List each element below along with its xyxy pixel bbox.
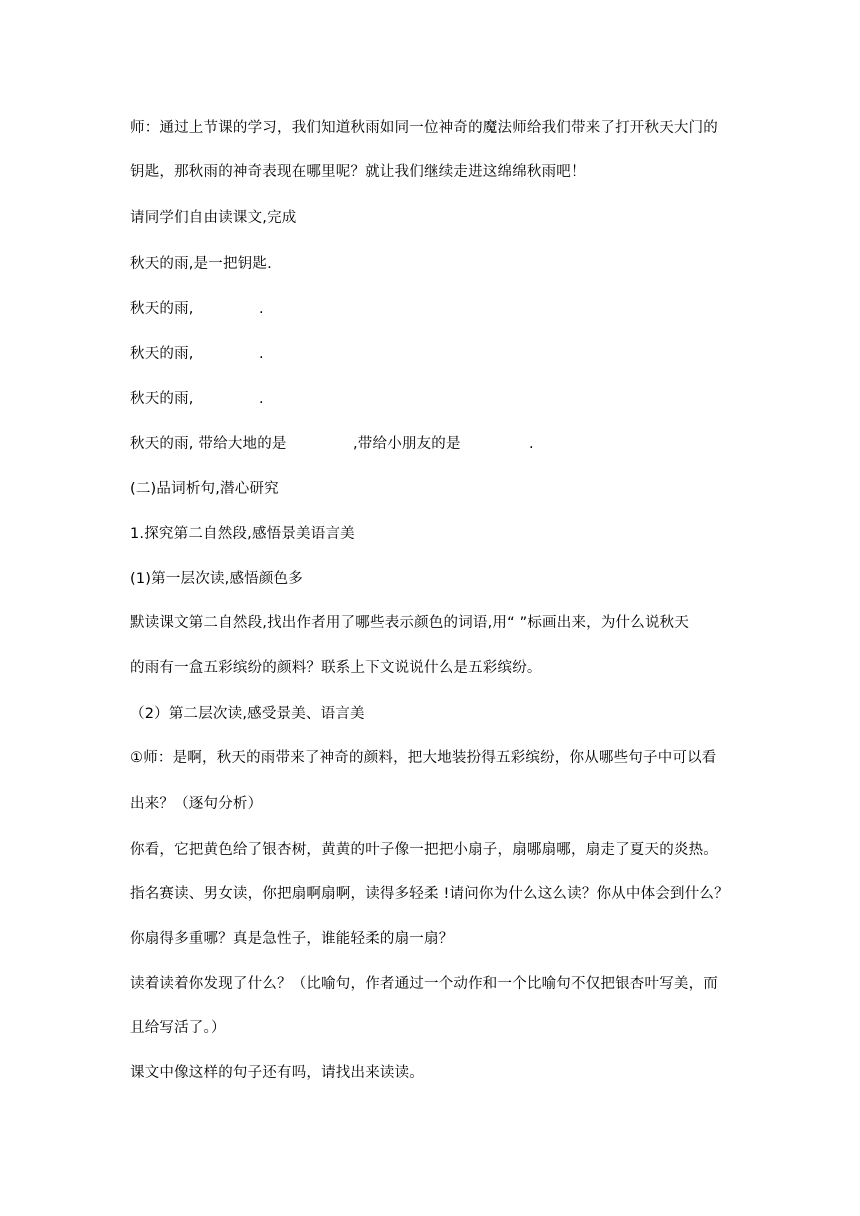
fill-blank-period: . — [259, 301, 264, 317]
paragraph-discovery-line1: 读着读着你发现了什么？（比喻句，作者通过一个动作和一个比喻句不仅把银杏叶写美，而 — [130, 976, 718, 992]
paragraph-ginkgo: 你看，它把黄色给了银杏树，黄黄的叶子像一把把小扇子，扇哪扇哪，扇走了夏天的炎热。 — [130, 842, 718, 858]
paragraph-teacher-line2: 出来？（逐句分析） — [130, 796, 263, 812]
paragraph-discovery-line2: 且给写活了。） — [130, 1020, 226, 1036]
fill-blank-line-3 — [130, 389, 264, 409]
fill-blank-line-1 — [130, 299, 264, 319]
fill-blank-line-2 — [130, 344, 264, 364]
section-heading-2: (二)品词析句,潜心研究 — [130, 481, 279, 497]
paragraph-teacher-line1: ①师：是啊，秋天的雨带来了神奇的颜料，把大地装扮得五彩缤纷，你从哪些句子中可以看 — [130, 750, 717, 766]
paragraph-color-line1: 默读课文第二自然段,找出作者用了哪些表示颜色的词语,用“ ”标画出来，为什么说秋天 — [130, 615, 690, 631]
fill-blank-prefix: 秋天的雨, — [130, 391, 194, 407]
paragraph-reading-line1: 指名赛读、男女读，你把扇啊扇啊，读得多轻柔 !请问你为什么这么读？你从中体会到什么？ — [130, 886, 729, 902]
paragraph-key-sentence: 秋天的雨,是一把钥匙. — [130, 256, 272, 272]
paragraph-intro-line2: 钥匙，那秋雨的神奇表现在哪里呢？就让我们继续走进这绵绵秋雨吧！ — [130, 164, 586, 180]
paragraph-closing: 课文中像这样的句子还有吗，请找出来读读。 — [130, 1065, 424, 1081]
fill-blank-period: . — [259, 391, 264, 407]
subsection-heading-1-1: (1)第一层次读,感悟颜色多 — [130, 571, 303, 587]
fill-blank-prefix: 秋天的雨, — [130, 346, 194, 362]
fill-blank-period: . — [529, 436, 534, 452]
fill-blank-middle: ,带给小朋友的是 — [353, 436, 461, 452]
fill-blank-prefix: 秋天的雨, — [130, 301, 194, 317]
paragraph-instruction: 请同学们自由读课文,完成 — [130, 210, 297, 226]
fill-blank-line-4 — [130, 434, 534, 454]
fill-blank-period: . — [259, 346, 264, 362]
fill-blank-prefix: 秋天的雨, 带给大地的是 — [130, 436, 287, 452]
paragraph-reading-line2: 你扇得多重哪？真是急性子，谁能轻柔的扇一扇？ — [130, 931, 454, 947]
subsection-heading-1-2: （2）第二层次读,感受景美、语言美 — [130, 706, 365, 722]
subsection-heading-1: 1.探究第二自然段,感悟景美语言美 — [130, 526, 355, 542]
paragraph-color-line2: 的雨有一盒五彩缤纷的颜料？联系上下文说说什么是五彩缤纷。 — [130, 660, 542, 676]
paragraph-intro-line1: 师：通过上节课的学习，我们知道秋雨如同一位神奇的魔法师给我们带来了打开秋天大门的 — [130, 120, 718, 136]
